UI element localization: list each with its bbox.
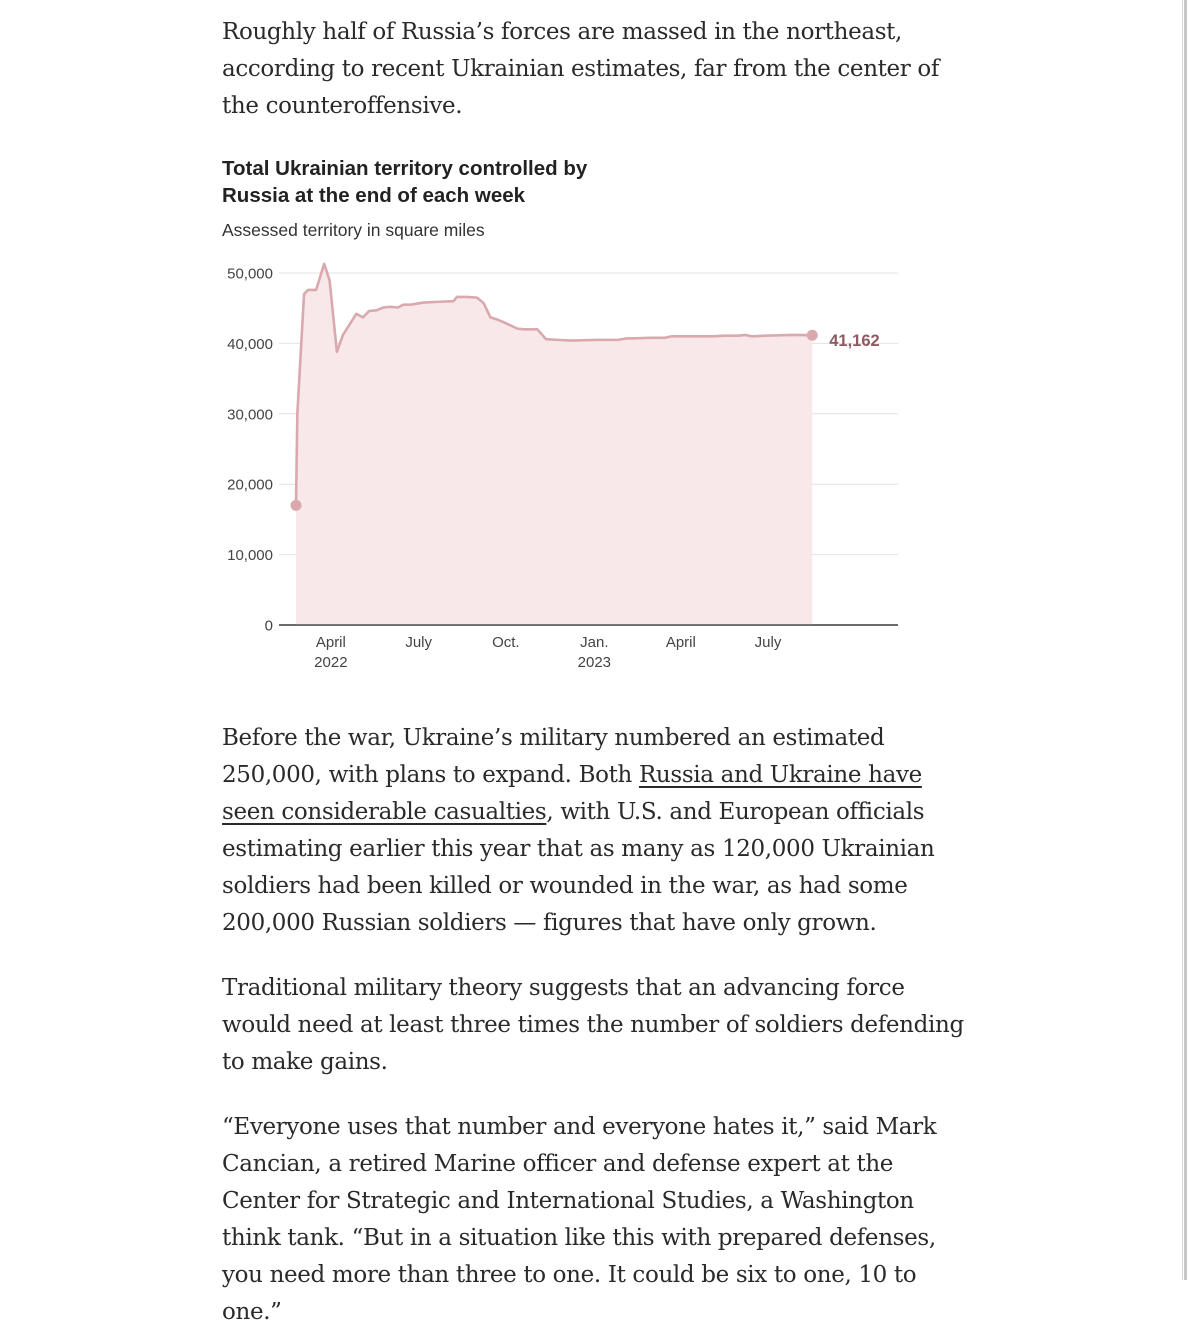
paragraph-quote: “Everyone uses that number and everyone hates it,” said Mark Cancian, a retired Marine officer and defense expert at the Center for Strategic and International Studies, a Washington think tank. “But in a situation like this with prepared defenses, you need more than three to one. It could be six to one, 10 to one.” <box>222 1114 937 1325</box>
chart-subtitle: Assessed territory in square miles <box>222 220 485 240</box>
paragraph-casualties-end: , with U.S. and European officials estimating earlier this year that as many as 120,000 Ukrainian soldiers had been killed or wounded in the war, as had some 200,000 Russian soldiers — figures that have only grown. <box>222 799 935 936</box>
area-fill <box>296 264 812 625</box>
y-tick-label: 40,000 <box>227 335 273 353</box>
x-tick-label: July <box>405 634 433 651</box>
casualties-link[interactable]: Russia and Ukraine have seen considerable casualties <box>222 762 922 825</box>
x-tick-label: April <box>315 634 346 651</box>
y-tick-label: 20,000 <box>227 476 273 494</box>
y-tick-label: 10,000 <box>227 547 273 565</box>
y-tick-label: 0 <box>264 617 273 635</box>
chart-canvas <box>0 155 1189 720</box>
paragraph-casualties <box>222 720 967 942</box>
chart-title: Total Ukrainian territory controlled by Russia at the end of each week <box>222 157 588 207</box>
x-tick-label: July <box>754 634 782 651</box>
end-point-marker <box>807 330 818 341</box>
paragraph-casualties-start: Before the war, Ukraine’s military numbered an estimated 250,000, with plans to expand. Both <box>222 725 885 788</box>
x-tick-label: April <box>665 634 696 651</box>
x-tick-year-label: 2022 <box>314 654 348 671</box>
x-tick-label: Oct. <box>492 634 520 651</box>
territory-chart <box>222 155 967 720</box>
x-tick-label: Jan. <box>580 634 609 651</box>
y-tick-label: 30,000 <box>227 406 273 424</box>
paragraph-military-theory: Traditional military theory suggests that an advancing force would need at least three times the number of soldiers defending to make gains. <box>222 975 964 1075</box>
paragraph-intro: Roughly half of Russia’s forces are massed in the northeast, according to recent Ukrainian estimates, far from the center of the counteroffensive. <box>222 19 940 119</box>
y-tick-label: 50,000 <box>227 265 273 283</box>
end-value-label: 41,162 <box>829 332 880 351</box>
start-point-marker <box>291 500 302 511</box>
x-tick-year-label: 2023 <box>577 654 612 671</box>
article-body <box>222 14 967 1331</box>
